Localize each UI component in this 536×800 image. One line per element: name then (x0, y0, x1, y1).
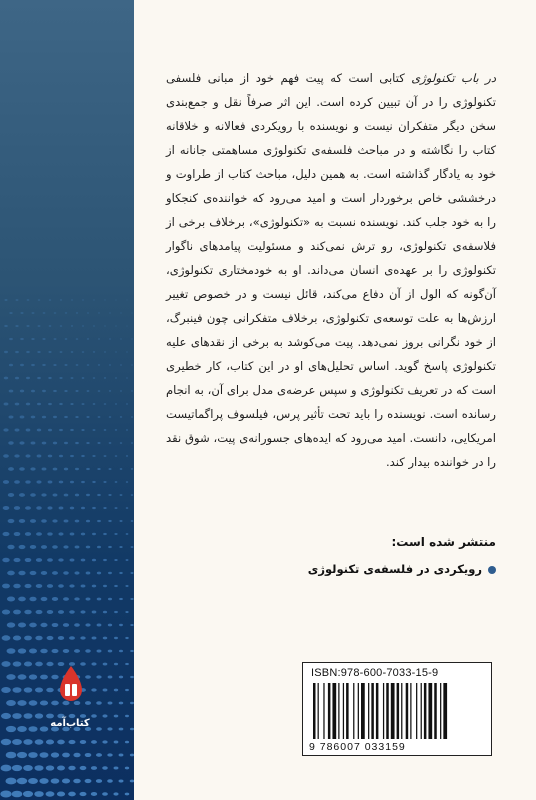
isbn-label: ISBN:978-600-7033-15-9 (311, 667, 439, 679)
barcode-digits: 9 786007 033159 (309, 741, 406, 753)
description-body: کتابی است که پیت فهم خود از مبانی فلسفی تکنولوژی را در آن تبیین کرده است. این اثر صرفاً نقل و جمع‌بندی سخن دیگر متفکران نیست و نویسنده با رویکردی فعالانه و خلاقانه کتاب را نگاشته و در مباحث فلسفه‌ی تکنولوژی مساهمتی جانانه از خود به یادگار گذاشته است. به همین دلیل، مباحث کتاب از طراوت و درخششی خاص برخوردار است و امید می‌رود که خواننده‌ی کنجکاو را به خود جلب کند. نویسنده نسبت به «تکنولوژی»، برخلاف برخی از فلاسفه‌ی تکنولوژی، رو ترش نمی‌کند و مسئولیت پیامدهای ناگوار تکنولوژی را بر عهده‌ی انسان می‌داند. او به خودمختاری تکنولوژی، آن‌گونه که الول از آن دفاع می‌کند، قائل نیست و در خصوص تغییر ارزش‌ها به علت توسعه‌ی تکنولوژی، برخلاف متفکرانی چون فینبرگ، از خود نگرانی بروز نمی‌دهد. پیت می‌کوشد به برخی از نقدهای علیه تکنولوژی پاسخ گوید. اساس تحلیل‌های او در این کتاب، کار خطیری است که در تعریف تکنولوژی و سپس عرضه‌ی مدل برای آن، به انجام رسانده است. نویسنده را باید تحت تأثیر پرس، فیلسوف پراگماتیست امریکایی، دانست. امید می‌رود که ایده‌های جسورانه‌ی پیت، شوق نقد را در خواننده بیدار کند. (166, 71, 496, 469)
publisher-name: کتاب‌آمه (50, 718, 90, 729)
barcode-bars (313, 683, 483, 739)
published-book-title: رویکردی در فلسفه‌ی تکنولوژی (307, 562, 482, 576)
published-heading: منتشر شده است: (391, 535, 496, 549)
book-title-lead: در باب تکنولوژی (411, 71, 496, 85)
description-text (166, 66, 496, 474)
barcode (302, 662, 492, 756)
published-book-item (240, 562, 496, 576)
bullet-icon (488, 566, 496, 574)
book-drop-logo-icon (56, 664, 86, 708)
